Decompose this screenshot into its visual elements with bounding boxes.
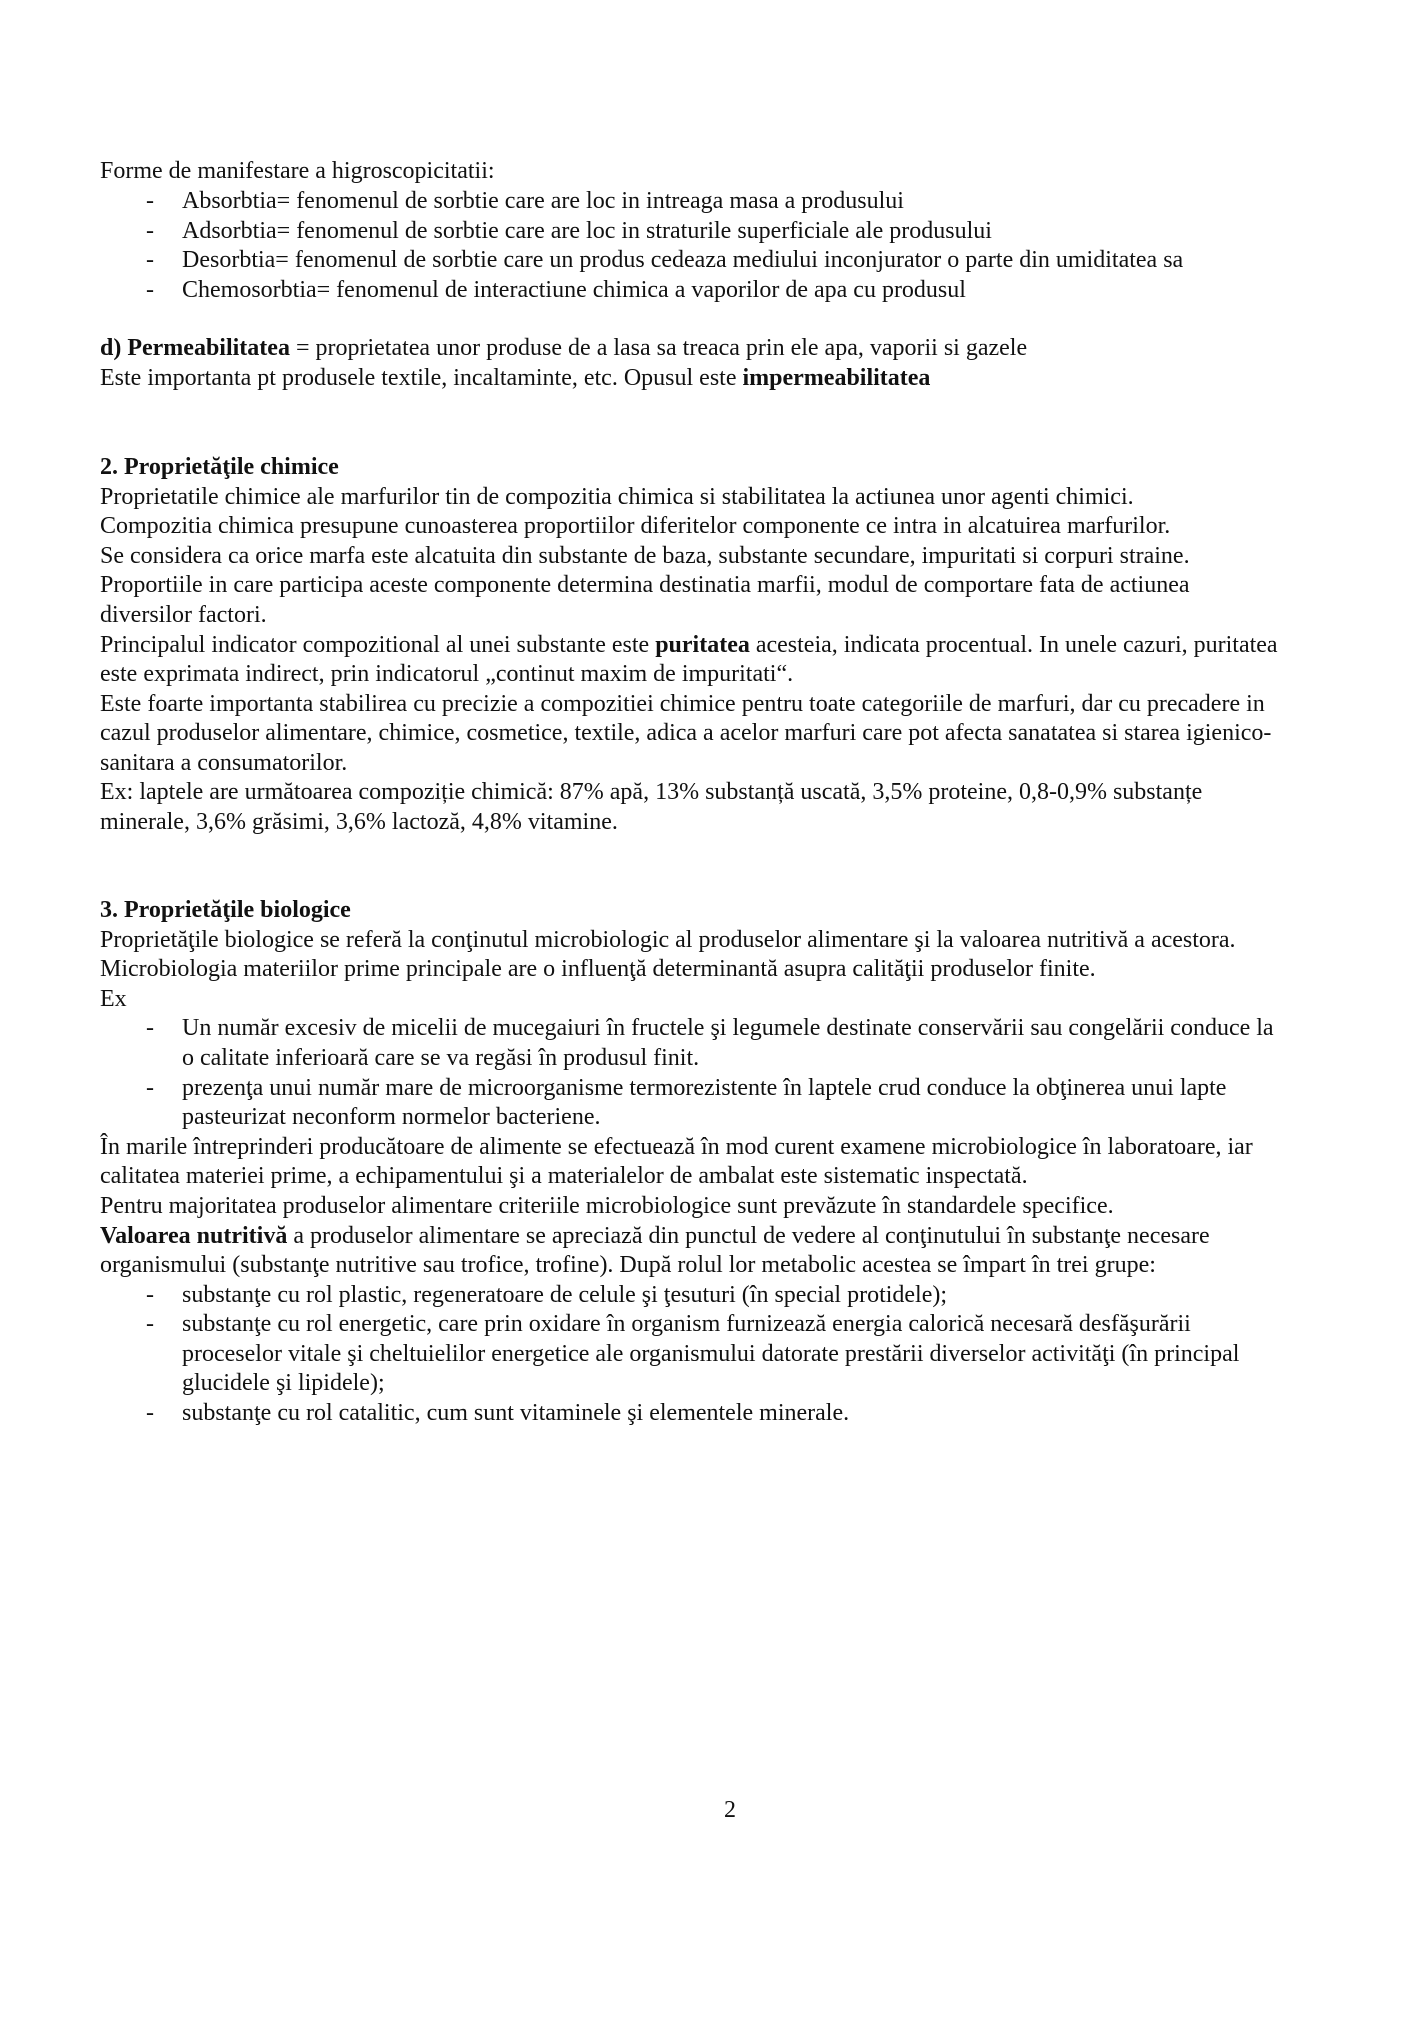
bullet-dash: - <box>146 277 154 303</box>
paragraph-line: este exprimata indirect, prin indicatorul „continut maxim de impuritati“. <box>100 661 794 687</box>
purity-pre: Principalul indicator compozitional al unei substante este <box>100 632 656 658</box>
list-item-text: substanţe cu rol catalitic, cum sunt vitaminele şi elementele minerale. <box>182 1400 850 1426</box>
permeability-term: d) Permeabilitatea <box>100 335 290 361</box>
bullet-dash: - <box>146 188 154 214</box>
permeability-note-text: Este importanta pt produsele textile, incaltaminte, etc. Opusul este <box>100 365 743 391</box>
permeability-definition <box>100 334 1027 364</box>
paragraph-line: organismului (substanţe nutritive sau trofice, trofine). După rolul lor metabolic acestea se împart în trei grupe: <box>100 1252 1156 1278</box>
heading-text: 3. Proprietăţile biologice <box>100 897 351 923</box>
list-item-text: substanţe cu rol plastic, regeneratoare de celule şi ţesuturi (în special protidele); <box>182 1282 948 1308</box>
paragraph-line: Microbiologia materiilor prime principale are o influenţă determinantă asupra calităţii produselor finite. <box>100 956 1096 982</box>
paragraph-line: diversilor factori. <box>100 602 267 628</box>
paragraph-line: Ex: laptele are următoarea compoziție chimică: 87% apă, 13% substanță uscată, 3,5% proteine, 0,8-0,9% substanțe <box>100 779 1203 805</box>
paragraph-line: calitatea materiei prime, a echipamentului şi a materialelor de ambalat este sistematic inspectată. <box>100 1163 1028 1189</box>
paragraph-line: minerale, 3,6% grăsimi, 3,6% lactoză, 4,8% vitamine. <box>100 809 618 835</box>
bullet-dash: - <box>146 1311 154 1337</box>
permeability-text: = proprietatea unor produse de a lasa sa treaca prin ele apa, vaporii si gazele <box>289 335 1028 361</box>
heading-text: 2. Proprietăţile chimice <box>100 454 339 480</box>
nutritive-term: Valoarea nutritivă <box>100 1223 288 1249</box>
purity-post: acesteia, indicata procentual. In unele cazuri, puritatea <box>749 632 1278 658</box>
list-item-continuation: pasteurizat neconform normelor bacteriene. <box>182 1104 601 1130</box>
list-item-text: Desorbtia= fenomenul de sorbtie care un produs cedeaza mediului inconjurator o parte din umiditatea sa <box>182 247 1184 273</box>
list-item-continuation: o calitate inferioară care se va regăsi în produsul finit. <box>182 1045 700 1071</box>
list-item-text: Adsorbtia= fenomenul de sorbtie care are loc in straturile superficiale ale produsului <box>182 218 992 244</box>
list-item-text: Absorbtia= fenomenul de sorbtie care are loc in intreaga masa a produsului <box>182 188 904 214</box>
purity-term: puritatea <box>655 632 750 658</box>
purity-line <box>100 631 1278 661</box>
list-item-text: substanţe cu rol energetic, care prin oxidare în organism furnizează energia calorică necesară desfăşurării <box>182 1311 1191 1337</box>
permeability-note <box>100 364 930 394</box>
paragraph-line: Proportiile in care participa aceste componente determina destinatia marfii, modul de comportare fata de actiunea <box>100 572 1190 598</box>
list-item-continuation: glucidele şi lipidele); <box>182 1370 385 1396</box>
bullet-dash: - <box>146 1282 154 1308</box>
paragraph-line: Se considera ca orice marfa este alcatuita din substante de baza, substante secundare, impuritati si corpuri straine. <box>100 543 1190 569</box>
list-item-text: prezenţa unui număr mare de microorganisme termorezistente în laptele crud conduce la obţinerea unui lapte <box>182 1075 1227 1101</box>
page-number: 2 <box>724 1797 736 1823</box>
bullet-dash: - <box>146 218 154 244</box>
paragraph-line: Ex <box>100 986 127 1012</box>
paragraph-line: Proprietăţile biologice se referă la conţinutul microbiologic al produselor alimentare şi la valoarea nutritivă a acestora. <box>100 927 1236 953</box>
paragraph-line: În marile întreprinderi producătoare de alimente se efectuează în mod curent examene microbiologice în laboratoare, iar <box>100 1134 1253 1160</box>
paragraph-line: sanitara a consumatorilor. <box>100 750 348 776</box>
paragraph-line: cazul produselor alimentare, chimice, cosmetice, textile, adica a acelor marfuri care pot afecta sanatatea si starea igienico- <box>100 720 1272 746</box>
impermeability-term: impermeabilitatea <box>742 365 931 391</box>
list-item-text: Un număr excesiv de micelii de mucegaiuri în fructele şi legumele destinate conservării sau congelării conduce la <box>182 1015 1274 1041</box>
paragraph-line: Este foarte importanta stabilirea cu precizie a compozitiei chimice pentru toate categoriile de marfuri, dar cu precadere in <box>100 691 1265 717</box>
paragraph-line: Pentru majoritatea produselor alimentare criteriile microbiologice sunt prevăzute în standardele specifice. <box>100 1193 1114 1219</box>
section-heading-biological <box>100 896 351 926</box>
bullet-dash: - <box>146 1400 154 1426</box>
bullet-dash: - <box>146 247 154 273</box>
list-item-continuation: proceselor vitale şi cheltuielilor energetice ale organismului datorate prestării diverselor activităţi (în principal <box>182 1341 1240 1367</box>
bullet-dash: - <box>146 1015 154 1041</box>
paragraph-line: Proprietatile chimice ale marfurilor tin de compozitia chimica si stabilitatea la actiunea unor agenti chimici. <box>100 484 1134 510</box>
section-heading-chemical <box>100 453 339 483</box>
paragraph-line: Compozitia chimica presupune cunoasterea proportiilor diferitelor componente ce intra in alcatuirea marfurilor. <box>100 513 1171 539</box>
nutritive-line <box>100 1222 1210 1252</box>
nutritive-text: a produselor alimentare se apreciază din punctul de vedere al conţinutului în substanţe necesare <box>287 1223 1210 1249</box>
bullet-dash: - <box>146 1075 154 1101</box>
list-item-text: Chemosorbtia= fenomenul de interactiune chimica a vaporilor de apa cu produsul <box>182 277 966 303</box>
hygroscopicity-intro: Forme de manifestare a higroscopicitatii: <box>100 158 495 184</box>
